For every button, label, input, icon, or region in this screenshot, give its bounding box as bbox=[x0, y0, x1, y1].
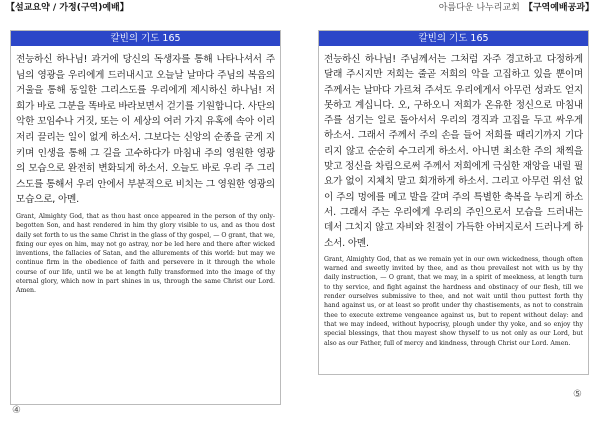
right-english-prayer: Grant, Almighty God, that as we remain yet in our own wickedness, though often warned and sweetly invited by thee, and as thou prevailest not with us by thy daily instruction, — O grant, that we may, in a spirit of meekness, at length turn to thy service, and fight against the hardness and obstinacy of our flesh, till we render ourselves submissive to thee, and not wait until thou puttest forth thy hand against us, or at least so profit under thy chastisements, as not to constrain thee to execute extreme vengeance against us, but to repent without delay: and that we may indeed, without hypocrisy, plough under thy yoke, and so enjoy thy special blessings, that thou mayest show thyself to us not only as our Lord, but also as our Father, full of mercy and kindness, through Christ our Lord. Amen. bbox=[324, 255, 583, 347]
page-number-right: ⑤ bbox=[573, 389, 582, 400]
left-korean-prayer: 전능하신 하나님! 과거에 당신의 독생자를 통해 나타나셔서 주님의 영광을 우리에게 드러내시고 오늘날 날마다 주님의 복음의 거울을 통해 동일한 그리스도를 우리에게 제시하신 하나님! 저희가 바로 그분을 똑바로 바라보면서 걷기를 기원합니다. 사단의 악한 꼬임수나 거짓, 또는 이 세상의 여러 가지 유혹에 속아 이리저리 끌리는 일이 없게 하소서. 그보다는 신앙의 순종을 굳게 지키며 인생을 통해 그 길을 고수하다가 마침내 주의 영원한 영광의 모습으로 완전히 변화되게 하소서. 오늘도 바로 우리 주 그리스도를 통해서 우리 안에서 부분적으로 비치는 그 영원한 영광의 모습으로, 아멘. bbox=[16, 54, 275, 206]
header-left-title: 【설교요약 / 가정(구역)예배】 bbox=[6, 3, 129, 13]
header-right-title: 【구역예배공과】 bbox=[523, 3, 594, 13]
header-site-name: 아름다운 나누리교회 bbox=[438, 3, 520, 13]
left-page-banner: 칼빈의 기도 165 bbox=[11, 31, 280, 46]
header-right bbox=[439, 2, 594, 14]
page-number-left: ④ bbox=[12, 405, 21, 416]
left-english-prayer: Grant, Almighty God, that as thou hast once appeared in the person of thy only-begotten Son, and hast rendered in him thy glory visible to us, and as thou dost daily set forth to us the same Christ in the glass of thy gospel, — O grant, that we, fixing our eyes on him, may not go astray, nor be led here and there after wicked inventions, the fallacies of Satan, and the allurements of this world: but may we continue firm in the obedience of faith and persevere in it through the whole course of our life, until we be at length fully transformed into the image of thy eternal glory, which now in part shines in us, through the same Christ our Lord. Amen. bbox=[16, 212, 275, 295]
right-page bbox=[318, 30, 589, 375]
left-page bbox=[10, 30, 281, 405]
right-korean-prayer: 전능하신 하나님! 주님께서는 그처럼 자주 경고하고 다정하게 달래 주시지만 저희는 줄곧 저희의 악을 고집하고 있을 뿐이며 주께서는 날마다 가르쳐 주셔도 우리에게서 아무런 성과도 얻지 못하고 계십니다. 오, 구하오니 저희가 온유한 정신으로 마침내 주를 섬기는 일로 돌아서서 우리의 경직과 고집을 두고 싸우게 하소서. 그래서 주께서 주의 손을 들어 저희를 때리기까지 기다리지 않고 순순히 수그리게 하소서. 아니면 최소한 주의 채찍을 맞고 정신을 차림으로써 주께서 저희에게 극심한 재앙을 내릴 필요가 없이 지체치 말고 회개하게 하소서. 그리고 아무런 위선 없이 주의 멍에를 메고 발을 갈며 주의 특별한 축복을 누리게 하소서. 그래서 주는 우리에게 우리의 주인으로서 모습을 드러내는 데서 그치지 않고 자비와 친절이 가득한 아버지로서 드러나게 하소서. 아멘. bbox=[324, 54, 583, 249]
right-page-banner: 칼빈의 기도 165 bbox=[319, 31, 588, 46]
